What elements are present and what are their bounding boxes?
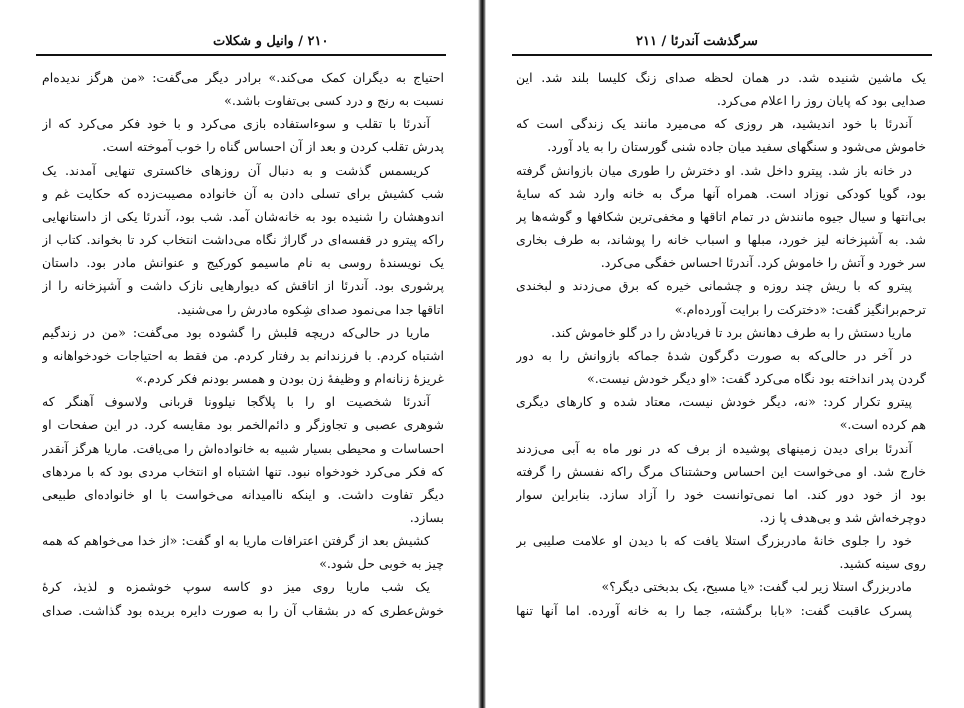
text-line: شوهری عصبی و تجاوزگر و دائم‌الخمر بود مقایسه کرد. در این صفحات او [42,417,444,433]
text-line: گردن پدر انداخته بود نگاه می‌کرد گفت: «او دیگر خودش نیست.» [587,371,926,387]
page-header: سرگذشت آندرئا / ۲۱۱ [636,34,758,49]
text-line: خوش‌عطری که در بشقاب آن را به صورت دایره بریده بود گذاشت. صدای [42,602,444,618]
text-line: صدایی بود که پایان روز را اعلام می‌کرد. [716,93,926,109]
text-line: کریسمس گذشت و به دنبال آن روزهای خاکستری تنهایی آمدند. یک [42,162,430,178]
text-line: یک ماشین شنیده شد. در همان لحظه صدای زنگ کلیسا بلند شد. این [516,70,926,85]
text-line: بی‌انتها و سیال جیوه مانندش در تمام اتاقها و مخفی‌ترین شکافها و گوشه‌ها پر [516,208,926,224]
text-line: غریزۀ زنانه‌ام و وظیفۀ زن بودن و همسر بودنم فکر کردم.» [135,371,444,387]
right-page [486,0,964,708]
text-line: ماریا دستش را به طرف دهانش برد تا فریادش را در گلو خاموش کند. [551,324,912,340]
text-line: شد. به آشپزخانه لیز خورد، مبلها و اسباب خانه را پوشاند، به طرف بخاری [516,232,926,248]
page-body-text [42,66,444,622]
text-line: ماریا در حالی‌که دریچه قلبش را گشوده بود می‌گفت: «من در زندگیم [42,324,430,340]
text-line: چیز به خوبی حل شود.» [319,556,444,572]
text-line: آندرئا با تقلب و سوءاستفاده بازی می‌کرد و با خود فکر می‌کرد که از [42,116,430,132]
text-line: خارج شد. او می‌خواست این احساس وحشتناک مرگ راکه نفسش را گرفته [516,463,926,479]
text-line: اشتباه کردم. با فرزندانم بد رفتار کردم. من فقط به احتیاجات خودخواهانه و [42,347,444,363]
header-rule [512,54,932,56]
text-line: راکه پیترو در قفسه‌ای در گاراژ نگاه می‌داشت انتخاب کرد تا بخواند. کتاب از [42,232,444,248]
text-line: دوچرخه‌اش شد و بی‌هدف پا زد. [759,509,926,525]
page-header: ۲۱۰ / وانیل و شکلات [213,34,329,49]
text-line: کشیش بعد از گرفتن اعترافات ماریا به او گفت: «از خدا می‌خواهم که همه [42,533,430,549]
text-line: پیترو که با ریش چند روزه و چشمانی خیره که برق می‌زدند و لبخندی [516,278,912,294]
text-line: یک شب ماریا روی میز دو کاسه سوپ خوشمزه و لذیذ، کرۀ [42,579,430,595]
page-body-text [516,66,926,622]
text-line: پیترو تکرار کرد: «نه، دیگر خودش نیست، معتاد شده و کارهای دیگری [516,394,912,410]
text-line: آندرئا شخصیت او را با پلاگجا نیلوونا قربانی ولاسوف آهنگر که [42,394,430,410]
text-line: احساسات و محیطی بسیار شبیه به خانواده‌اش را می‌یافت. ماریا هرگز آنقدر [42,440,444,456]
text-line: سر خورد و آتش را خاموش کرد. آندرئا احساس خفگی می‌کرد. [600,255,926,271]
text-line: خود را جلوی خانۀ مادربزرگ استلا یافت که با دیدن او علامت صلیبی بر [516,533,912,549]
text-line: بود از خود دور کند. اما نمی‌توانست خود را آزاد سازد. بنابراین سوار [516,486,926,502]
text-line: آندرئا با خود اندیشید، هر روزی که می‌میرد مانند یک زندگی است که [516,116,912,132]
text-line: خاموش می‌شود و سنگهای سفید میان جاده شنی گورستان را به یاد آورد. [547,139,926,155]
text-line: بود، گویا کودکی نوزاد است. همراه آنها مرگ به خانه وارد شد که سایۀ [516,185,926,201]
text-line: در آخر در حالی‌که به صورت دگرگون شدۀ جماکه بازوانش را به دور [516,347,912,363]
text-line: اندوهشان را شنیده بود به خانه‌شان آمد. شب بود، آندرئا یکی از داستانهایی [42,208,444,224]
text-line: پسرک عاقبت گفت: «بابا برگشته، جما را به خانه آورده. اما آنها تنها [516,602,912,618]
text-line: احتیاج به دیگران کمک می‌کند.» برادر دیگر می‌گفت: «من هرگز ندیده‌ام [42,70,444,85]
text-line: یک نویسندۀ روسی به نام ماسیمو کورکیج و عنوانش مادر بود. داستان [42,255,444,271]
left-page [0,0,478,708]
text-line: اتاقها جدا می‌نمود صدای شِکوه مادرش را می‌شنید. [176,301,444,317]
text-line: پدرش تقلب کردن و بعد از آن احساس گناه را خوب آموخته است. [102,139,444,155]
text-line: در خانه باز شد. پیترو داخل شد. او دخترش را طوری میان بازوانش گرفته [516,162,912,178]
text-line: مادربزرگ استلا زیر لب گفت: «یا مسیح، یک بدبختی دیگر؟» [601,579,912,595]
text-line: شب کشیش برای تسلی دادن به آن خانواده مصیبت‌زده که حکایت غم و [42,185,444,201]
text-line: که فکر می‌کرد خودخواه نبود. تنها اشتباه او انتخاب مردی بود که با مردهای [42,463,444,479]
text-line: دیگر تفاوت داشت. و اینکه ناامیدانه می‌خواست با او خانواده‌ای طبیعی [42,486,444,502]
text-line: روی سینه کشید. [839,556,926,572]
text-line: بسازد. [409,509,444,525]
header-rule [36,54,446,56]
book-spine [478,0,486,708]
text-line: نسبت به رنج و درد کسی بی‌تفاوت باشد.» [224,93,444,109]
text-line: آندرئا برای دیدن زمینهای پوشیده از برف که در نور ماه به آبی می‌زدند [516,440,912,456]
text-line: هم کرده است.» [839,417,926,433]
text-line: ترحم‌برانگیز گفت: «دخترکت را برایت آورده‌ام.» [674,301,926,317]
text-line: پرشوری بود. آندرئا از اتاقش که دیوارهایی نازک داشت و آشپزخانه را از [42,278,444,294]
